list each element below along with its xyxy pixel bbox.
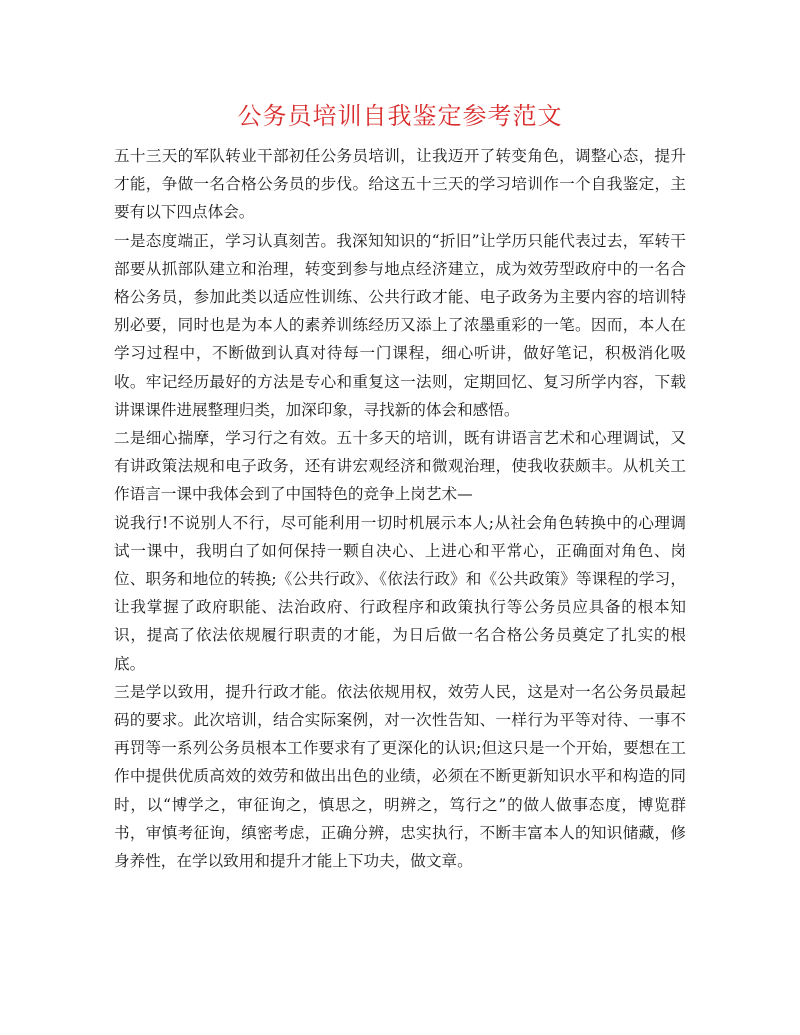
document-title: 公务员培训自我鉴定参考范文: [237, 102, 563, 130]
document-body: [114, 142, 686, 875]
paragraph-point-two-continued: 说我行!不说别人不行，尽可能利用一切时机展示本人;从社会角色转换中的心理调试一课中，我明白了如何保持一颗自决心、上进心和平常心，正确面对角色、岗位、职务和地位的转换;《公共行政》、《依法行政》和《公共政策》等课程的学习，让我掌握了政府职能、法治政府、行政程序和政策执行等公务员应具备的根本知识，提高了依法依规履行职责的才能，为日后做一名合格公务员奠定了扎实的根底。: [114, 513, 686, 673]
paragraph-point-one: 一是态度端正，学习认真刻苦。我深知知识的“折旧”让学历只能代表过去，军转干部要从抓部队建立和治理，转变到参与地点经济建立，成为效劳型政府中的一名合格公务员，参加此类以适应性训练、公共行政才能、电子政务为主要内容的培训特别必要，同时也是为本人的素养训练经历又添上了浓墨重彩的一笔。因而，本人在学习过程中，不断做到认真对待每一门课程，细心听讲，做好笔记，积极消化吸收。牢记经历最好的方法是专心和重复这一法则，定期回忆、复习所学内容，下载讲课课件进展整理归类，加深印象，寻找新的体会和感悟。: [114, 231, 686, 419]
paragraph-point-three: 三是学以致用，提升行政才能。依法依规用权，效劳人民，这是对一名公务员最起码的要求。此次培训，结合实际案例，对一次性告知、一样行为平等对待、一事不再罚等一系列公务员根本工作要求有了更深化的认识;但这只是一个开始，要想在工作中提供优质高效的效劳和做出出色的业绩，必须在不断更新知识水平和构造的同时，以“博学之，审征询之，慎思之，明辨之，笃行之”的做人做事态度，博览群书，审慎考征询，缜密考虑，正确分辨，忠实执行，不断丰富本人的知识储藏，修身养性，在学以致用和提升才能上下功夫，做文章。: [114, 682, 686, 871]
paragraph-point-two: 二是细心揣摩，学习行之有效。五十多天的培训，既有讲语言艺术和心理调试，又有讲政策法规和电子政务，还有讲宏观经济和微观治理，使我收获颇丰。从机关工作语言一课中我体会到了中国特色的竞争上岗艺术—: [114, 429, 686, 504]
paragraph-intro: 五十三天的军队转业干部初任公务员培训，让我迈开了转变角色，调整心态，提升才能，争做一名合格公务员的步伐。给这五十三天的学习培训作一个自我鉴定，主要有以下四点体会。: [114, 147, 686, 222]
